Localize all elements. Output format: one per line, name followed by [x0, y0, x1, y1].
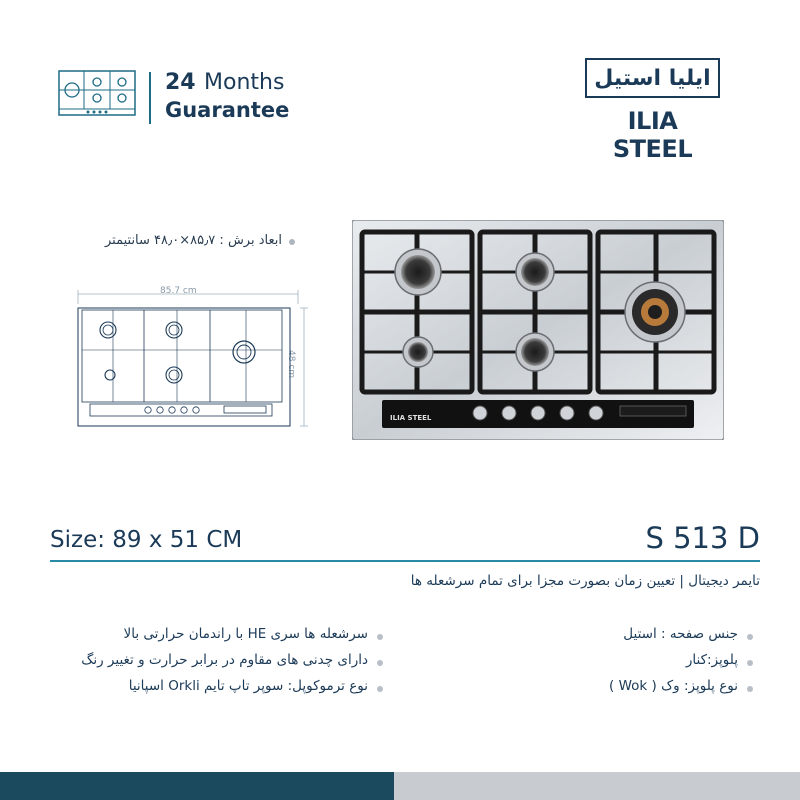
feature-item: نوع ترموکوپل: سوپر تاپ تایم Orkli اسپانیا [128, 678, 368, 694]
feature-item: پلوپز:کنار [685, 652, 738, 668]
bullet-icon [377, 634, 383, 640]
height-dimension-label: 48 cm [286, 350, 296, 379]
bullet-icon [377, 660, 383, 666]
panel-brand-label: ILIA STEEL [390, 414, 432, 422]
bullet-icon [747, 634, 753, 640]
guarantee-unit: Months [204, 70, 285, 95]
model-number: S 513 D [645, 521, 760, 555]
footer-bar-dark [0, 772, 394, 800]
feature-item: سرشعله ها سری HE با راندمان حرارتی بالا [123, 626, 368, 642]
guarantee-label: Guarantee [165, 98, 290, 122]
header-divider [149, 72, 151, 124]
bullet-icon [289, 239, 295, 245]
bullet-icon [747, 660, 753, 666]
brand-logo-latin: ILIA STEEL [612, 107, 693, 163]
cooktop-product-image [352, 220, 724, 440]
bullet-icon [377, 686, 383, 692]
cutout-technical-drawing [72, 290, 312, 430]
width-dimension-label: 85.7 cm [160, 286, 197, 296]
feature-item: دارای چدنی های مقاوم در برابر حرارت و تغییر رنگ [81, 652, 368, 668]
cooktop-outline-icon [58, 70, 136, 120]
brand-logo-persian: ایلیا استیل [585, 58, 720, 98]
size-text: Size: 89 x 51 CM [50, 527, 243, 553]
section-divider [50, 560, 760, 562]
guarantee-number: 24 [165, 70, 196, 95]
feature-item: جنس صفحه : استیل [623, 626, 738, 642]
cutout-dimensions: ابعاد برش : ۸۵٫۷×۴۸٫۰ سانتیمتر [104, 233, 282, 248]
timer-description: تایمر دیجیتال | تعیین زمان بصورت مجزا برای تمام سرشعله ها [410, 573, 760, 589]
footer-bar-light [394, 772, 800, 800]
bullet-icon [747, 686, 753, 692]
feature-item: نوع پلوپز: وک ( Wok ) [609, 678, 738, 694]
